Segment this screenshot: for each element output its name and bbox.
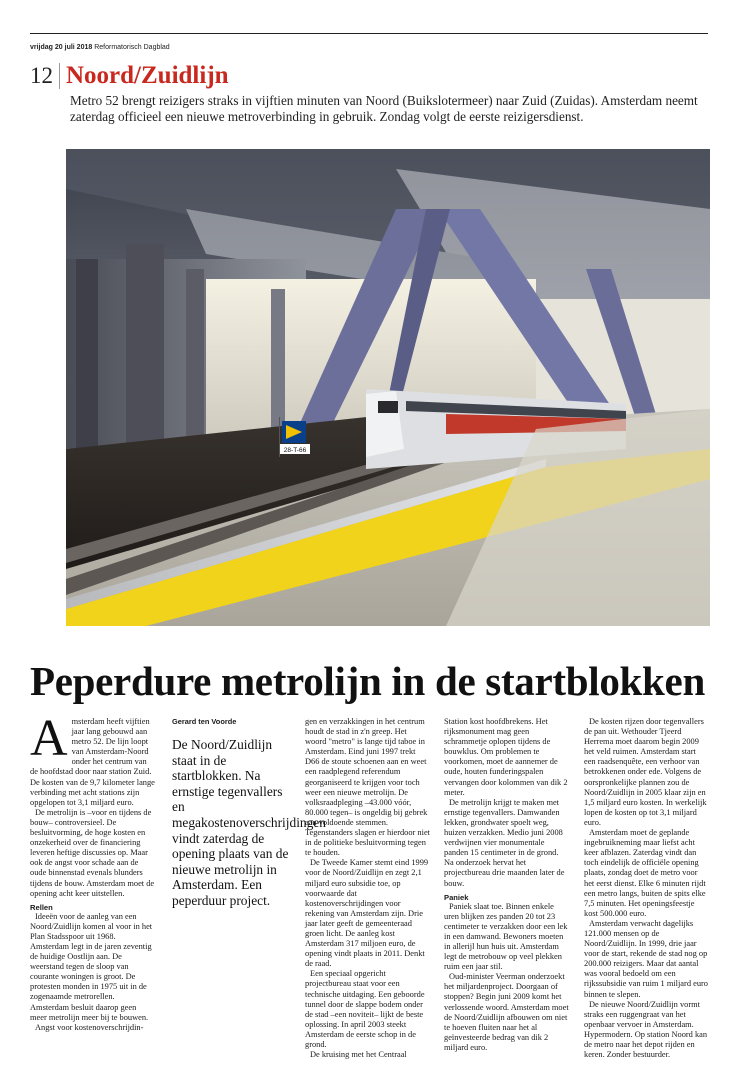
station-sign (279, 417, 310, 457)
paragraph: Angst voor kostenoverschrijdin- (35, 1022, 144, 1032)
paragraph: De Tweede Kamer stemt eind 1999 voor de Noord/Zuidlijn en zegt 2,1 miljard euro subsidie toe, op voorwaarde dat kostenoverschrijdingen voor rekening van Amsterdam zijn. Drie jaar later geeft de gemeenteraad groen licht. De aanleg kost Amsterdam 317 miljoen euro, de opening vindt plaats in 2011. Denkt de raad. (305, 858, 429, 969)
paragraph: De kruising met het Centraal (310, 1050, 407, 1060)
metro-station-photo (66, 149, 710, 626)
paragraph: gen en verzakkingen in het centrum houdt de stad in z'n greep. Het woord "metro" is lange tijd taboe in Amsterdam. Eind juni 1997 trekt D66 de stoute schoenen aan en weet een raadplegend referendum georganiseerd te krijgen voor toch weer een nieuwe metrolijn. De volksraadpleging –43.000 vóór, 80.000 tegen– is ongeldig bij gebrek aan voldoende stemmen. Tegenstanders slagen er hierdoor niet in de politieke besluitvorming tegen te houden. (305, 717, 430, 858)
section-title: Noord/Zuidlijn (66, 62, 229, 89)
paragraph: Station kost hoofdbrekens. Het rijksmonument mag geen schrammetje oplopen tijdens de bouwklus. Om problemen te voorkomen, moet de aannemer de oude, houten funderingspalen vervangen door kolommen van dik 2 meter. (444, 717, 568, 797)
subheading: Rellen (30, 902, 53, 912)
article-column-2 (172, 717, 326, 909)
dateline (30, 44, 170, 51)
paragraph: De metrolijn is –voor en tijdens de bouw– controversieel. De besluitvorming, de hoge kosten en onzekerheid over de financiering leveren heftige discussies op. Maar ook de angst voor schade aan de oude binnenstad evenals blunders tijdens de bouw. Amsterdam moet de opening acht keer uitstellen. (30, 807, 155, 898)
page-number: 12 (30, 63, 60, 89)
intro-text: Metro 52 brengt reizigers straks in vijftien minuten van Noord (Buikslotermeer) naar Zuid (Zuidas). Amsterdam neemt zaterdag officieel een nieuwe metroverbinding in gebruik. Zondag volgt de eerste reizigersdienst. (70, 93, 698, 124)
article-column-3 (305, 717, 430, 1060)
paragraph: Paniek slaat toe. Binnen enkele uren blijken zes panden 20 tot 23 centimeter te verzakken door een lek in een damwand. Bewoners moeten in allerijl hun huis uit. Amsterdam legt de metrobouw op veel plekken ruim een jaar stil. (444, 901, 568, 972)
dropcap: A (30, 710, 68, 767)
paragraph: De metrolijn krijgt te maken met ernstige tegenvallers. Damwanden lekken, grondwater spoelt weg, huizen verzakken. Medio juni 2008 verdwijnen vier monumentale panden 15 centimeter in de grond. Na onderzoek hervat het projectbureau drie maanden later de bouw. (444, 797, 565, 888)
paragraph: De kosten rijzen door tegenvallers de pan uit. Wethouder Tjeerd Herrema moet daarom begin 2009 het veld ruimen. Amsterdam start een raadsenquête, een verhoor van betrokkenen onder ede. Volgens de oorspronkelijke plannen zou de Noord/Zuidlijn in 2005 klaar zijn en 1,5 miljard euro kosten. In werkelijk lopen de kosten op tot 3,1 miljard euro. (584, 717, 707, 827)
page-header (30, 62, 229, 90)
article-column-4 (444, 717, 569, 1053)
paragraph: Ideeën voor de aanleg van een Noord/Zuidlijn komen al voor in het Plan Stadsspoor uit 1968. Amsterdam legt in de jaren zeventig de huidige Oostlijn aan. De weerstand tegen de sloop van courante woningen is groot. De protesten monden in 1975 uit in de zogenaamde metrorellen. Amsterdam besluit daarop geen meer metrolijn meer bij te bouwen. (30, 911, 153, 1022)
paragraph: Amsterdam verwacht dagelijks 121.000 mensen op de Noord/Zuidlijn. In 1999, drie jaar voor de start, rekende de stad nog op 200.000 reizigers. Maar dat aantal was vooral bedoeld om een rijkssubsidie van ruim 1 miljard euro binnen te slepen. (584, 918, 708, 999)
byline: Gerard ten Voorde (172, 717, 237, 726)
paragraph: De nieuwe Noord/Zuidlijn vormt straks een ruggengraat van het openbaar vervoer in Amsterdam. Hypermodern. Op station Noord kan de metro naar het depot rijden en keren. Zonder bestuurder. (584, 999, 708, 1060)
subheading: Paniek (444, 892, 469, 902)
paragraph: Amsterdam moet de geplande ingebruikneming maar liefst acht keer afblazen. Zaterdag vindt dan toch eindelijk de officiële opening plaats, zondag doet de metro voor het eerst dienst. Elke 6 minuten rijdt een metro langs, buiten de spits elke 7,5 minuten. Het openingsfeestje kost 500.000 euro. (584, 828, 706, 918)
headline: Peperdure metrolijn in de startblokken (30, 658, 705, 704)
paragraph: Oud-minister Veerman onderzoekt het miljardenproject. Doorgaan of stoppen? Begin juni 2009 komt het verlossende woord. Amsterdam moet de Noord/Zuidlijn afbouwen om niet te hoeven fluiten naar het al geïnvesteerde bedrag van dik 2 miljard euro. (444, 972, 569, 1052)
pull-quote: De Noord/Zuidlijn staat in de startblokken. Na ernstige tegenvallers en megakostenoverschrijdingen vindt zaterdag de opening plaats van de nieuwe metrolijn in Amsterdam. Een peperduur project. (172, 737, 326, 909)
sign-label: 28-T-66 (283, 447, 307, 454)
date: vrijdag 20 juli 2018 (30, 44, 93, 51)
article-column-1 (30, 710, 155, 1033)
paragraph: msterdam heeft vijftien jaar lang gebouwd aan metro 52. De lijn loopt van Amsterdam-Noord onder het centrum van de hoofdstad door naar station Zuid. De kosten van de 9,7 kilometer lange verbinding met acht stations zijn opgelopen tot 3,1 miljard euro. (30, 717, 155, 807)
paragraph: Een speciaal opgericht projectbureau staat voor een technische uitdaging. Een geboorde tunnel door de slappe bodem onder de stad –een noviteit– lijkt de beste oplossing. In april 2003 steekt Amsterdam de eerste schop in de grond. (305, 969, 425, 1049)
top-rule (30, 33, 708, 34)
article-column-5 (584, 717, 709, 1060)
newspaper-name: Reformatorisch Dagblad (94, 44, 170, 51)
